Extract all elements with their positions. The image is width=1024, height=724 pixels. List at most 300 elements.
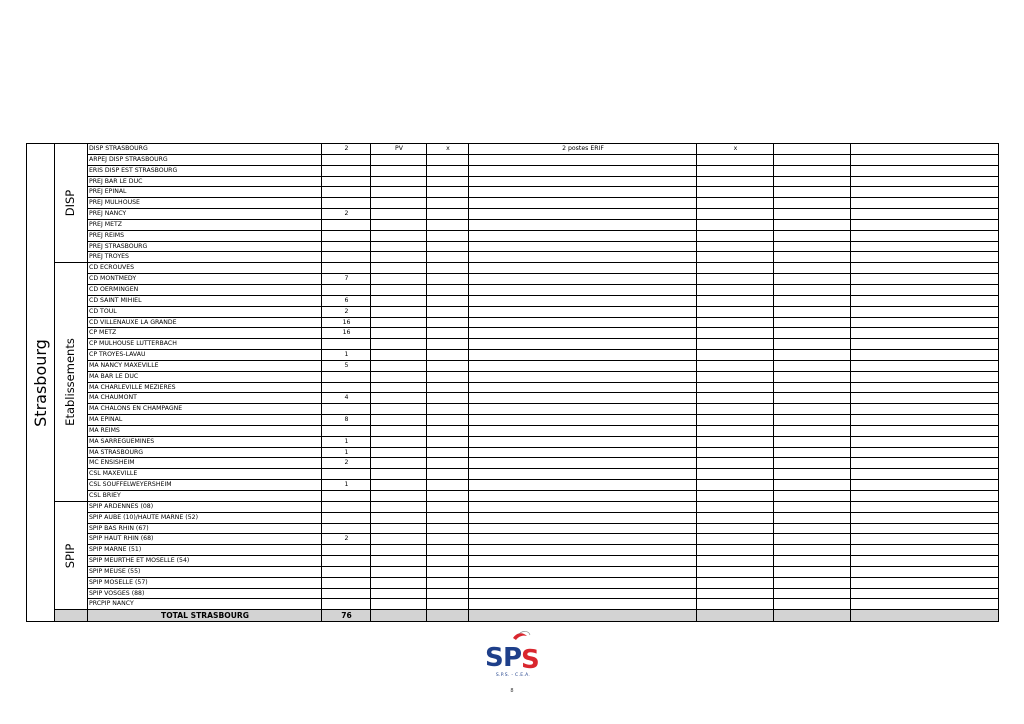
column-5-cell [469,317,697,328]
column-4-cell [427,556,469,567]
empty-cell [851,523,999,534]
table-row [27,295,999,306]
count-cell [322,339,371,350]
column-5-cell [469,360,697,371]
column-6-cell [697,252,774,263]
column-6-cell [697,350,774,361]
column-4-cell [427,534,469,545]
count-cell [322,198,371,209]
empty-cell [774,350,851,361]
table-row [27,306,999,317]
empty-cell [774,317,851,328]
column-6-cell [697,436,774,447]
column-3-cell [371,469,427,480]
column-4-cell [427,230,469,241]
svg-text:S: S [485,643,504,673]
column-5-cell [469,447,697,458]
column-3-cell: PV [371,144,427,155]
svg-text:S: S [521,645,540,675]
column-5-cell [469,230,697,241]
column-6-cell [697,274,774,285]
establishment-name: SPIP AUBE (10)/HAUTE MARNE (52) [88,512,322,523]
column-4-cell [427,241,469,252]
column-6-cell [697,165,774,176]
column-6-cell [697,328,774,339]
empty-cell [774,599,851,610]
empty-cell [851,588,999,599]
column-5-cell [469,458,697,469]
column-3-cell [371,230,427,241]
empty-cell [851,599,999,610]
establishment-name: PREJ NANCY [88,209,322,220]
column-6-cell [697,469,774,480]
empty-cell [774,523,851,534]
establishment-name: CD TOUL [88,306,322,317]
count-cell [322,187,371,198]
empty-cell [851,274,999,285]
empty-cell [851,469,999,480]
count-cell: 2 [322,144,371,155]
empty-cell [774,588,851,599]
empty-cell [774,480,851,491]
empty-cell [851,252,999,263]
count-cell: 6 [322,295,371,306]
empty-cell [774,447,851,458]
column-3-cell [371,382,427,393]
table-row [27,317,999,328]
establishment-name: MA CHARLEVILLE MEZIERES [88,382,322,393]
column-4-cell [427,415,469,426]
empty-cell [851,187,999,198]
column-6-cell [697,295,774,306]
column-5-cell [469,350,697,361]
column-5-cell [469,198,697,209]
empty-cell [774,339,851,350]
empty-cell [851,371,999,382]
count-cell [322,241,371,252]
establishment-name: SPIP BAS RHIN (67) [88,523,322,534]
empty-cell [774,154,851,165]
establishment-name: MA SARREGUEMINES [88,436,322,447]
total-empty-cell [697,610,774,622]
sps-logo [483,628,543,688]
column-4-cell [427,447,469,458]
column-6-cell [697,523,774,534]
empty-cell [774,436,851,447]
column-6-cell [697,545,774,556]
establishment-name: MA STRASBOURG [88,447,322,458]
empty-cell [774,501,851,512]
column-3-cell [371,566,427,577]
column-6-cell [697,241,774,252]
column-4-cell [427,566,469,577]
count-cell [322,252,371,263]
establishment-name: CD SAINT MIHIEL [88,295,322,306]
column-6-cell [697,480,774,491]
column-5-cell [469,263,697,274]
empty-cell [774,566,851,577]
table-row [27,393,999,404]
empty-cell [851,241,999,252]
staff-table-sheet [26,143,998,622]
column-5-cell [469,382,697,393]
column-5-cell [469,480,697,491]
table-row [27,144,999,155]
empty-cell [851,360,999,371]
total-spacer-cell [55,610,88,622]
table-row [27,447,999,458]
table-row [27,566,999,577]
establishment-name: CSL MAXEVILLE [88,469,322,480]
column-6-cell [697,512,774,523]
column-5-cell [469,284,697,295]
empty-cell [774,219,851,230]
establishment-name: PREJ METZ [88,219,322,230]
establishment-name: PREJ EPINAL [88,187,322,198]
column-3-cell [371,371,427,382]
column-5-cell [469,534,697,545]
establishment-name: SPIP MEURTHE ET MOSELLE (54) [88,556,322,567]
establishment-name: CD VILLENAUXE LA GRANDE [88,317,322,328]
table-row [27,274,999,285]
table-row [27,371,999,382]
establishment-name: PREJ REIMS [88,230,322,241]
table-row [27,382,999,393]
column-5-cell [469,425,697,436]
column-3-cell [371,501,427,512]
column-5-cell [469,436,697,447]
column-6-cell [697,371,774,382]
table-row [27,415,999,426]
column-5-cell [469,154,697,165]
empty-cell [851,458,999,469]
table-row [27,436,999,447]
count-cell [322,545,371,556]
count-cell: 2 [322,209,371,220]
column-6-cell [697,198,774,209]
column-4-cell [427,458,469,469]
count-cell [322,577,371,588]
column-6-cell [697,187,774,198]
column-4-cell [427,469,469,480]
column-3-cell [371,458,427,469]
empty-cell [851,545,999,556]
column-6-cell [697,263,774,274]
column-3-cell [371,252,427,263]
empty-cell [774,393,851,404]
column-5-cell [469,523,697,534]
column-6-cell [697,588,774,599]
establishment-name: CP MULHOUSE LUTTERBACH [88,339,322,350]
empty-cell [851,144,999,155]
empty-cell [851,447,999,458]
empty-cell [774,252,851,263]
establishment-name: SPIP MARNE (51) [88,545,322,556]
count-cell [322,566,371,577]
column-5-cell [469,577,697,588]
table-row [27,577,999,588]
establishment-name: CSL BRIEY [88,491,322,502]
empty-cell [774,534,851,545]
count-cell: 1 [322,436,371,447]
column-5-cell [469,295,697,306]
column-3-cell [371,339,427,350]
column-6-cell [697,284,774,295]
column-3-cell [371,534,427,545]
establishment-name: CD MONTMEDY [88,274,322,285]
establishment-name: CP METZ [88,328,322,339]
establishment-name: CD OERMINGEN [88,284,322,295]
group-cell [55,144,88,263]
empty-cell [774,241,851,252]
column-4-cell [427,588,469,599]
count-cell [322,523,371,534]
table-row [27,556,999,567]
column-6-cell [697,566,774,577]
table-row [27,187,999,198]
staff-table [26,143,999,622]
column-6-cell [697,501,774,512]
table-row [27,154,999,165]
establishment-name: MA EPINAL [88,415,322,426]
group-cell [55,501,88,609]
total-label: TOTAL STRASBOURG [88,610,322,622]
table-row [27,469,999,480]
column-5-cell [469,219,697,230]
column-3-cell [371,393,427,404]
column-4-cell [427,274,469,285]
empty-cell [851,317,999,328]
table-row [27,512,999,523]
count-cell [322,425,371,436]
establishment-name: SPIP VOSGES (88) [88,588,322,599]
establishment-name: PRCPIP NANCY [88,599,322,610]
column-6-cell [697,534,774,545]
column-4-cell [427,328,469,339]
empty-cell [774,371,851,382]
column-5-cell [469,241,697,252]
column-4-cell [427,599,469,610]
establishment-name: PREJ MULHOUSE [88,198,322,209]
establishment-name: ERIS DISP EST STRASBOURG [88,165,322,176]
count-cell: 5 [322,360,371,371]
count-cell [322,501,371,512]
column-4-cell [427,209,469,220]
empty-cell [774,545,851,556]
column-4-cell [427,577,469,588]
column-3-cell [371,577,427,588]
table-row [27,545,999,556]
empty-cell [851,230,999,241]
column-5-cell [469,393,697,404]
total-value: 76 [322,610,371,622]
table-row [27,588,999,599]
column-4-cell [427,501,469,512]
table-row [27,523,999,534]
column-3-cell [371,425,427,436]
column-5-cell [469,404,697,415]
count-cell [322,512,371,523]
establishment-name: PREJ STRASBOURG [88,241,322,252]
total-empty-cell [774,610,851,622]
region-label: Strasbourg [30,338,50,427]
column-4-cell [427,425,469,436]
column-5-cell [469,588,697,599]
column-6-cell [697,219,774,230]
column-4-cell [427,491,469,502]
column-4-cell [427,480,469,491]
column-4-cell [427,295,469,306]
count-cell: 1 [322,350,371,361]
establishment-name: MA REIMS [88,425,322,436]
column-5-cell [469,545,697,556]
table-row [27,263,999,274]
column-3-cell [371,274,427,285]
column-4-cell [427,284,469,295]
column-3-cell [371,556,427,567]
column-4-cell [427,512,469,523]
table-row [27,599,999,610]
logo-caption: S.P.S. - C.E.A. [495,673,531,678]
count-cell [322,165,371,176]
empty-cell [851,295,999,306]
group-label: SPIP [63,543,78,568]
count-cell: 4 [322,393,371,404]
table-row [27,284,999,295]
column-3-cell [371,415,427,426]
establishment-name: SPIP ARDENNES (08) [88,501,322,512]
empty-cell [851,219,999,230]
column-3-cell [371,328,427,339]
column-4-cell [427,436,469,447]
column-6-cell [697,458,774,469]
count-cell [322,469,371,480]
empty-cell [851,165,999,176]
empty-cell [851,284,999,295]
empty-cell [851,339,999,350]
column-3-cell [371,447,427,458]
empty-cell [851,306,999,317]
count-cell: 7 [322,274,371,285]
empty-cell [774,230,851,241]
column-3-cell [371,480,427,491]
empty-cell [774,295,851,306]
column-4-cell [427,263,469,274]
empty-cell [774,274,851,285]
total-empty-cell [851,610,999,622]
column-6-cell [697,382,774,393]
column-4-cell [427,382,469,393]
column-6-cell [697,306,774,317]
table-row [27,176,999,187]
empty-cell [851,491,999,502]
column-3-cell [371,176,427,187]
column-3-cell [371,219,427,230]
column-6-cell: x [697,144,774,155]
establishment-name: PREJ TROYES [88,252,322,263]
empty-cell [774,165,851,176]
column-5-cell [469,252,697,263]
column-3-cell [371,436,427,447]
empty-cell [774,556,851,567]
count-cell [322,154,371,165]
table-row [27,209,999,220]
column-5-cell [469,556,697,567]
table-row [27,339,999,350]
empty-cell [774,328,851,339]
count-cell [322,588,371,599]
empty-cell [851,436,999,447]
column-5-cell [469,176,697,187]
table-row [27,534,999,545]
table-row [27,501,999,512]
count-cell: 1 [322,447,371,458]
total-row [27,610,999,622]
empty-cell [851,512,999,523]
count-cell: 16 [322,317,371,328]
empty-cell [774,306,851,317]
table-row [27,230,999,241]
column-4-cell [427,317,469,328]
total-empty-cell [371,610,427,622]
establishment-name: SPIP MEUSE (55) [88,566,322,577]
count-cell: 1 [322,480,371,491]
empty-cell [851,425,999,436]
empty-cell [774,404,851,415]
count-cell [322,556,371,567]
column-3-cell [371,263,427,274]
empty-cell [851,501,999,512]
column-5-cell [469,501,697,512]
column-6-cell [697,415,774,426]
column-3-cell [371,165,427,176]
column-5-cell [469,339,697,350]
column-6-cell [697,447,774,458]
column-6-cell [697,599,774,610]
column-3-cell [371,350,427,361]
column-3-cell [371,491,427,502]
empty-cell [851,382,999,393]
column-4-cell [427,176,469,187]
count-cell [322,382,371,393]
establishment-name: CD ECROUVES [88,263,322,274]
empty-cell [774,415,851,426]
column-6-cell [697,404,774,415]
total-empty-cell [469,610,697,622]
column-3-cell [371,241,427,252]
column-5-cell [469,209,697,220]
count-cell [322,371,371,382]
empty-cell [851,263,999,274]
column-6-cell [697,393,774,404]
column-3-cell [371,317,427,328]
column-3-cell [371,209,427,220]
empty-cell [851,209,999,220]
table-row [27,491,999,502]
column-4-cell [427,404,469,415]
column-5-cell [469,187,697,198]
table-row [27,165,999,176]
count-cell: 2 [322,306,371,317]
empty-cell [774,425,851,436]
column-5-cell [469,512,697,523]
establishment-name: MC ENSISHEIM [88,458,322,469]
count-cell [322,230,371,241]
column-6-cell [697,425,774,436]
column-5-cell [469,328,697,339]
empty-cell [774,458,851,469]
empty-cell [774,469,851,480]
